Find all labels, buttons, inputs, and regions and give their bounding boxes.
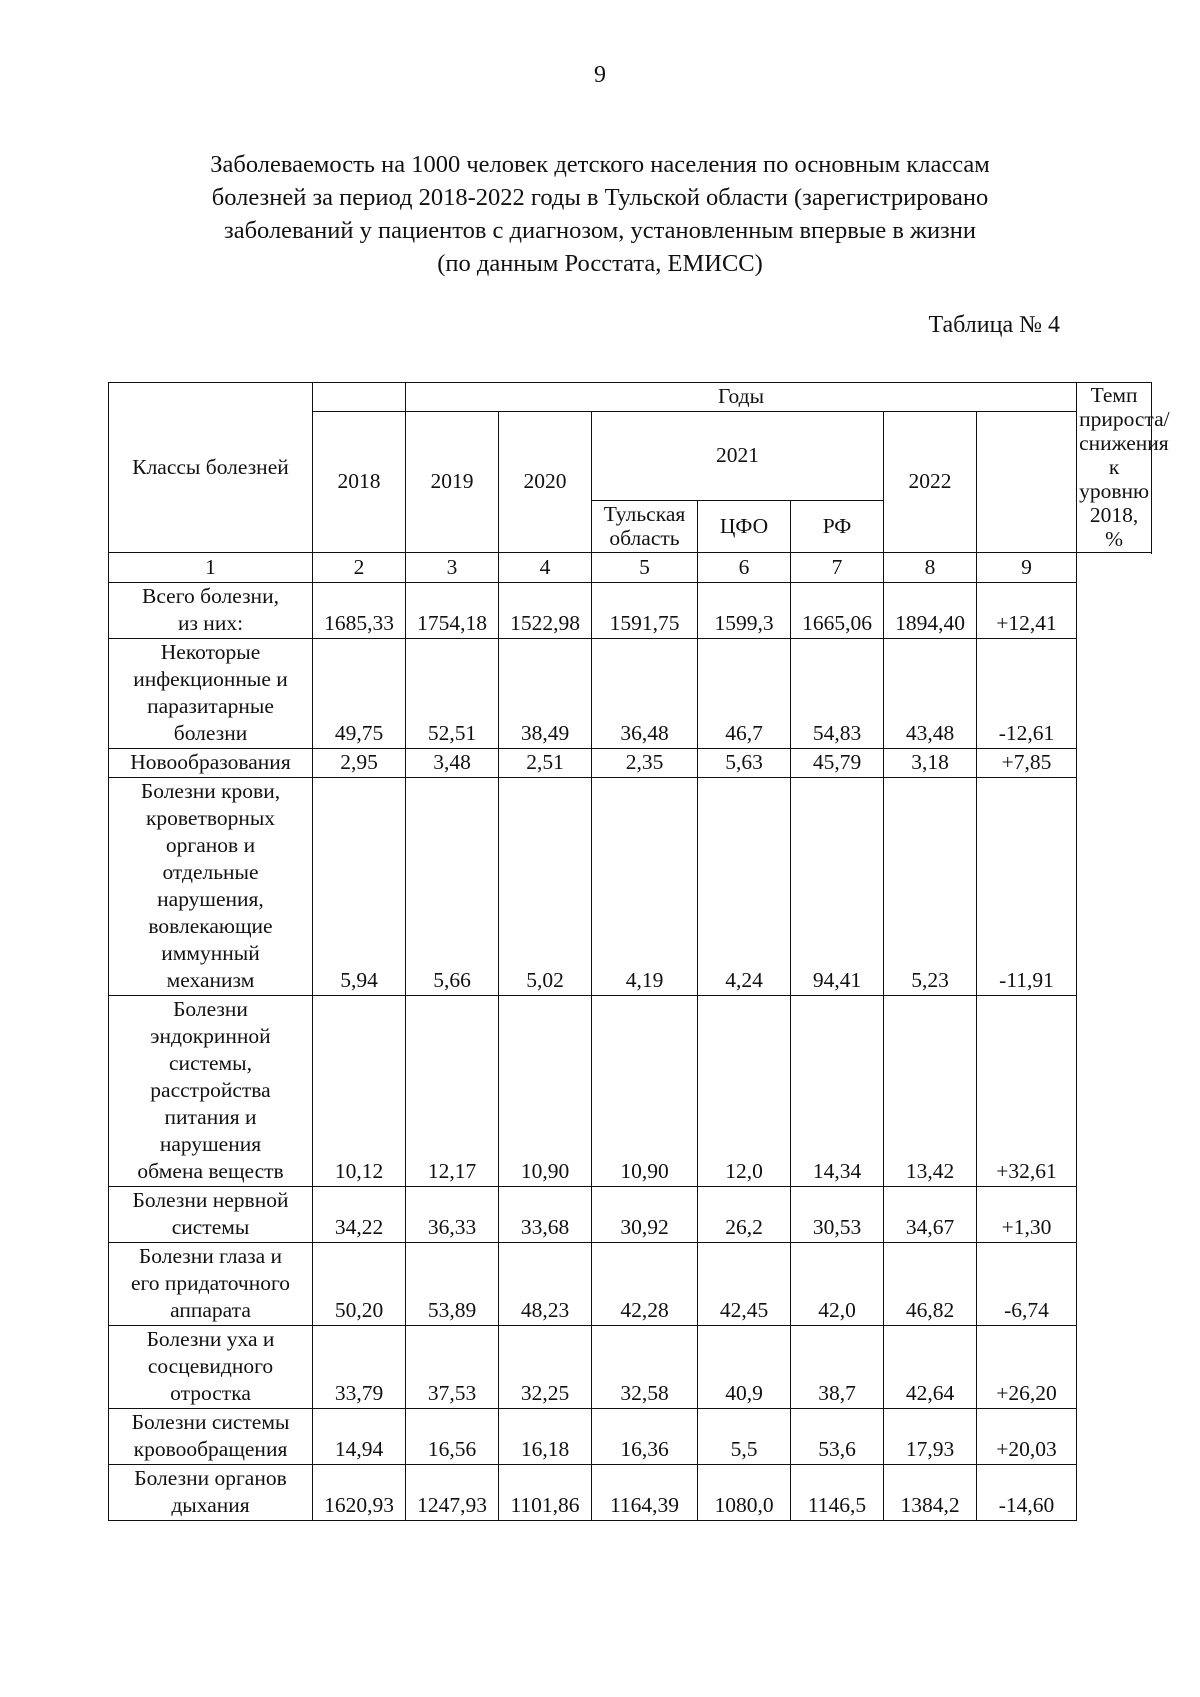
column-number: 9 [977, 553, 1077, 583]
disease-class-line: органов и [165, 833, 256, 857]
value-cell: 53,6 [791, 1409, 884, 1465]
header-empty-cell [313, 383, 406, 412]
value-cell: 3,18 [884, 749, 977, 778]
column-number: 3 [406, 553, 499, 583]
disease-class-line: Болезни органов [134, 1466, 287, 1490]
value-cell: 10,90 [592, 996, 698, 1187]
value-cell: 5,63 [698, 749, 791, 778]
disease-class-line: нарушения, [157, 887, 264, 911]
table-row [109, 749, 1152, 778]
value-cell: 1754,18 [406, 583, 499, 639]
value-cell: 5,66 [406, 778, 499, 996]
value-cell: 42,28 [592, 1243, 698, 1326]
morbidity-table [108, 382, 1170, 1521]
column-number-row [109, 553, 1152, 583]
value-cell: 16,56 [406, 1409, 499, 1465]
disease-class-name [109, 996, 313, 1187]
value-cell: -11,91 [977, 778, 1077, 996]
value-cell: 42,45 [698, 1243, 791, 1326]
value-cell: 1247,93 [406, 1465, 499, 1521]
value-cell: 5,23 [884, 778, 977, 996]
disease-class-line: Болезни уха и [146, 1327, 275, 1351]
disease-class-line: Болезни системы [131, 1410, 290, 1434]
disease-class-line: Болезни глаза и [138, 1244, 283, 1268]
value-cell: 33,79 [313, 1326, 406, 1409]
value-cell: 1894,40 [884, 583, 977, 639]
disease-class-line: вовлекающие [148, 914, 273, 938]
disease-class-line: Болезни [173, 997, 248, 1021]
table-row [109, 639, 1152, 749]
value-cell: 14,34 [791, 996, 884, 1187]
value-cell: 1620,93 [313, 1465, 406, 1521]
value-cell: +7,85 [977, 749, 1077, 778]
value-cell: 46,7 [698, 639, 791, 749]
disease-class-name [109, 1409, 313, 1465]
value-cell: -6,74 [977, 1243, 1077, 1326]
header-rate: Темп прироста/ снижения к уровню 2018, % [1077, 383, 1152, 553]
value-cell: 16,18 [499, 1409, 592, 1465]
title-line: (по данным Росстата, ЕМИСС) [437, 250, 763, 277]
document-title [150, 148, 1050, 280]
disease-class-name [109, 639, 313, 749]
value-cell: 26,2 [698, 1187, 791, 1243]
value-cell: 38,7 [791, 1326, 884, 1409]
column-number: 6 [698, 553, 791, 583]
header-2022: 2022 [884, 412, 977, 553]
value-cell: 1685,33 [313, 583, 406, 639]
value-cell: 37,53 [406, 1326, 499, 1409]
value-cell: +26,20 [977, 1326, 1077, 1409]
page-number: 9 [594, 62, 606, 88]
disease-class-line: Некоторые [160, 640, 261, 664]
value-cell: 43,48 [884, 639, 977, 749]
disease-class-line: инфекционные и [133, 667, 288, 691]
value-cell: 49,75 [313, 639, 406, 749]
value-cell: 10,12 [313, 996, 406, 1187]
value-cell: 1146,5 [791, 1465, 884, 1521]
header-cfo: ЦФО [698, 501, 791, 553]
value-cell: 12,17 [406, 996, 499, 1187]
disease-class-line: дыхания [171, 1493, 250, 1517]
value-cell: 32,58 [592, 1326, 698, 1409]
value-cell: 1591,75 [592, 583, 698, 639]
disease-class-line: из них: [177, 611, 244, 635]
value-cell: 2,51 [499, 749, 592, 778]
table-row [109, 1187, 1152, 1243]
disease-class-line: Всего болезни, [142, 584, 279, 608]
header-years: Годы [406, 383, 1077, 412]
disease-class-line: кровообращения [133, 1437, 288, 1461]
header-2019: 2019 [406, 412, 499, 553]
value-cell: 1384,2 [884, 1465, 977, 1521]
value-cell: +20,03 [977, 1409, 1077, 1465]
disease-class-line: системы, [169, 1051, 252, 1075]
table-row [109, 1326, 1152, 1409]
disease-class-line: кроветворных [145, 806, 276, 830]
value-cell: -12,61 [977, 639, 1077, 749]
table-body [109, 553, 1152, 1521]
disease-class-line: аппарата [170, 1298, 251, 1322]
value-cell: 42,64 [884, 1326, 977, 1409]
value-cell: 16,36 [592, 1409, 698, 1465]
disease-class-line: болезни [173, 721, 248, 745]
value-cell: 30,53 [791, 1187, 884, 1243]
table-row [109, 996, 1152, 1187]
value-cell: 34,22 [313, 1187, 406, 1243]
value-cell: 12,0 [698, 996, 791, 1187]
value-cell: 2,35 [592, 749, 698, 778]
disease-class-line: отдельные [162, 860, 259, 884]
table-row [109, 778, 1152, 996]
value-cell: 30,92 [592, 1187, 698, 1243]
value-cell: 13,42 [884, 996, 977, 1187]
value-cell: 54,83 [791, 639, 884, 749]
header-rf: РФ [791, 501, 884, 553]
value-cell: 36,48 [592, 639, 698, 749]
header-tula: Тульская область [592, 501, 698, 553]
value-cell: +12,41 [977, 583, 1077, 639]
value-cell: 34,67 [884, 1187, 977, 1243]
value-cell: 5,5 [698, 1409, 791, 1465]
disease-class-name [109, 1243, 313, 1326]
disease-class-line: Новообразования [130, 750, 291, 774]
disease-class-line: сосцевидного [147, 1354, 274, 1378]
disease-class-line: его придаточного [130, 1271, 291, 1295]
value-cell: 3,48 [406, 749, 499, 778]
column-number: 2 [313, 553, 406, 583]
column-number: 1 [109, 553, 313, 583]
value-cell: 5,02 [499, 778, 592, 996]
column-number: 7 [791, 553, 884, 583]
value-cell: 40,9 [698, 1326, 791, 1409]
value-cell: 14,94 [313, 1409, 406, 1465]
value-cell: 1164,39 [592, 1465, 698, 1521]
disease-class-line: механизм [166, 968, 255, 992]
disease-class-line: Болезни нервной [132, 1188, 289, 1212]
header-classes: Классы болезней [109, 383, 313, 553]
value-cell: 36,33 [406, 1187, 499, 1243]
disease-class-name [109, 583, 313, 639]
disease-class-name [109, 749, 313, 778]
value-cell: 52,51 [406, 639, 499, 749]
value-cell: 46,82 [884, 1243, 977, 1326]
column-number: 8 [884, 553, 977, 583]
disease-class-name [109, 778, 313, 996]
table-label: Таблица № 4 [928, 312, 1060, 338]
disease-class-line: системы [171, 1215, 250, 1239]
value-cell: 1599,3 [698, 583, 791, 639]
value-cell: 38,49 [499, 639, 592, 749]
disease-class-line: иммунный [161, 941, 260, 965]
value-cell: 45,79 [791, 749, 884, 778]
value-cell: 33,68 [499, 1187, 592, 1243]
disease-class-line: питания и [164, 1105, 257, 1129]
value-cell: 5,94 [313, 778, 406, 996]
title-line: заболеваний у пациентов с диагнозом, установленным впервые в жизни [224, 217, 976, 244]
table-row [109, 1243, 1152, 1326]
title-line: Заболеваемость на 1000 человек детского населения по основным классам [210, 151, 990, 178]
value-cell: 1522,98 [499, 583, 592, 639]
value-cell: 53,89 [406, 1243, 499, 1326]
disease-class-line: эндокринной [150, 1024, 271, 1048]
header-2020: 2020 [499, 412, 592, 553]
value-cell: 1101,86 [499, 1465, 592, 1521]
disease-class-name [109, 1326, 313, 1409]
disease-class-line: обмена веществ [137, 1159, 284, 1183]
disease-class-line: паразитарные [147, 694, 274, 718]
header-2021: 2021 [592, 412, 884, 501]
value-cell: 48,23 [499, 1243, 592, 1326]
disease-class-name [109, 1187, 313, 1243]
value-cell: 10,90 [499, 996, 592, 1187]
disease-class-line: расстройства [150, 1078, 271, 1102]
value-cell: 32,25 [499, 1326, 592, 1409]
column-number: 5 [592, 553, 698, 583]
disease-class-name [109, 1465, 313, 1521]
disease-class-line: Болезни крови, [140, 779, 281, 803]
disease-class-line: отростка [170, 1381, 251, 1405]
column-number: 4 [499, 553, 592, 583]
value-cell: 17,93 [884, 1409, 977, 1465]
value-cell: +1,30 [977, 1187, 1077, 1243]
table-row [109, 1465, 1152, 1521]
header-2018: 2018 [313, 412, 406, 553]
table-row [109, 583, 1152, 639]
value-cell: +32,61 [977, 996, 1077, 1187]
value-cell: 50,20 [313, 1243, 406, 1326]
title-line: болезней за период 2018-2022 годы в Тульской области (зарегистрировано [211, 184, 989, 211]
value-cell: 4,24 [698, 778, 791, 996]
table-row [109, 1409, 1152, 1465]
value-cell: 1665,06 [791, 583, 884, 639]
value-cell: 2,95 [313, 749, 406, 778]
disease-class-line: нарушения [159, 1132, 262, 1156]
value-cell: 4,19 [592, 778, 698, 996]
value-cell: 42,0 [791, 1243, 884, 1326]
value-cell: -14,60 [977, 1465, 1077, 1521]
value-cell: 94,41 [791, 778, 884, 996]
value-cell: 1080,0 [698, 1465, 791, 1521]
